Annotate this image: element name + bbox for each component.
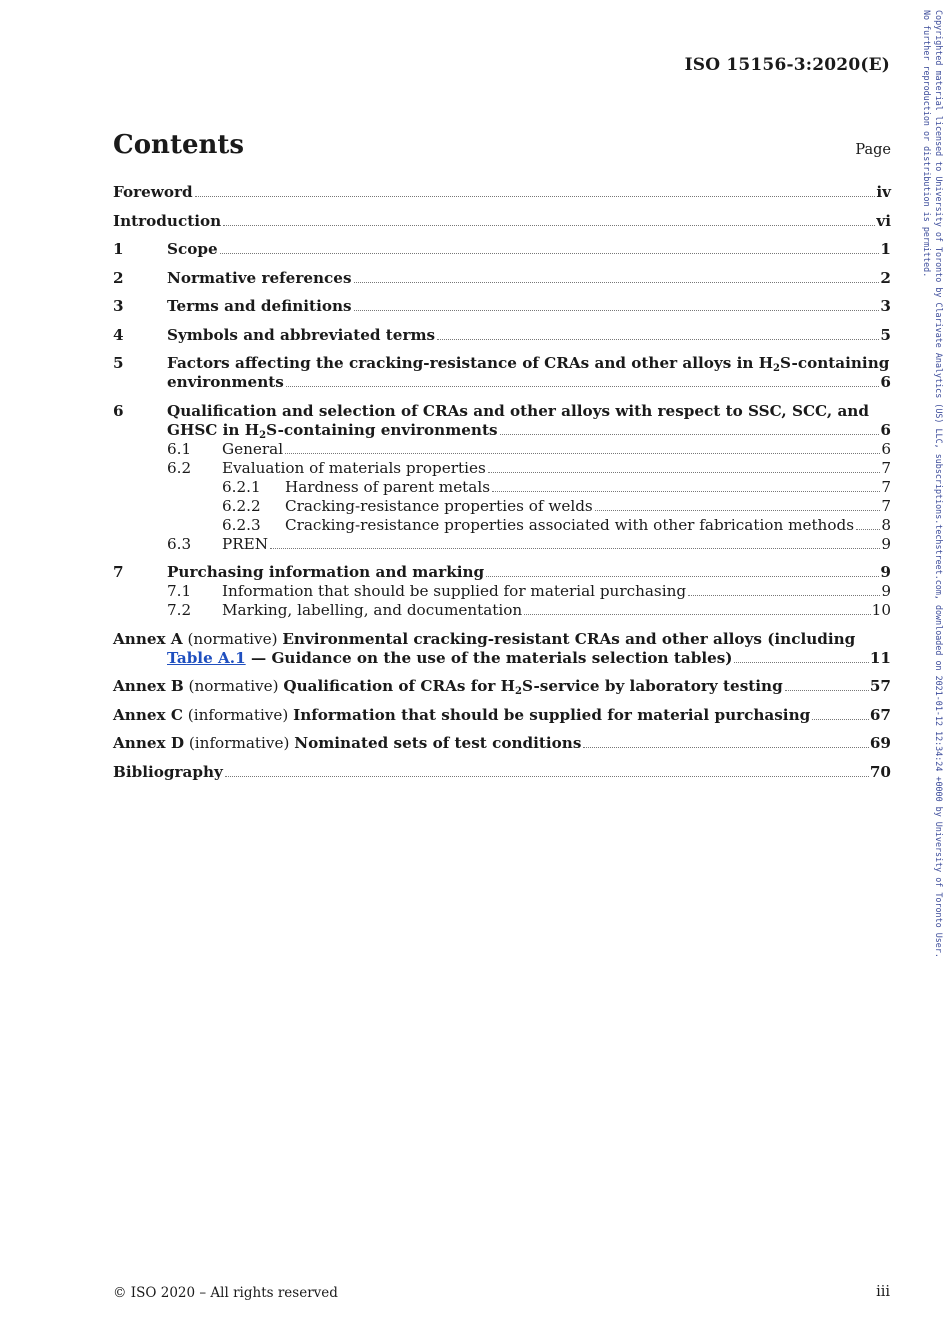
annex-kind: (informative) [187, 705, 289, 724]
toc-entry-introduction[interactable] [113, 212, 891, 231]
toc-page: iv [876, 183, 891, 201]
toc-entry-7[interactable] [113, 563, 891, 582]
toc-title: Cracking-resistance properties associated with other fabrication methods [285, 515, 854, 534]
toc-number: 6 [113, 401, 124, 420]
toc-page: 69 [869, 734, 891, 752]
toc-entry-3[interactable] [113, 297, 891, 316]
annex-label: Annex C [113, 705, 183, 724]
dot-leader [354, 310, 880, 311]
dot-leader [734, 662, 868, 663]
table-a1-link[interactable]: Table A.1 [167, 648, 246, 667]
toc-entry-7-2[interactable] [113, 601, 891, 620]
toc-page: 1 [880, 240, 891, 258]
toc-page: 7 [881, 458, 891, 477]
toc-title: Information that should be supplied for material purchasing [222, 582, 687, 600]
dot-leader [785, 690, 869, 691]
annex-label: Annex B [113, 677, 184, 695]
annex-label: Annex A [113, 629, 183, 648]
toc-title: Foreword [113, 183, 193, 201]
toc-number: 4 [113, 325, 124, 344]
document-id: ISO 15156-3:2020(E) [684, 55, 890, 75]
toc-entry-6-1[interactable] [113, 440, 891, 459]
annex-kind: (normative) [187, 629, 278, 648]
toc-title: Introduction [113, 211, 222, 230]
toc-title: Symbols and abbreviated terms [167, 325, 436, 344]
toc-entry-7-1[interactable] [113, 582, 891, 601]
toc-number: 6.3 [167, 534, 192, 553]
watermark-line-1: Copyrighted material licensed to University of Toronto by Clarivate Analytics (US) LLC, subscriptions.techstreet.com, downloaded on 2021-01-12 12:34:24 +0000 by University of Toronto User. [934, 10, 944, 958]
toc-entry-6[interactable] [113, 402, 891, 421]
toc-page: 6 [880, 373, 891, 391]
dot-leader [225, 776, 869, 777]
footer-page-number: iii [876, 1284, 890, 1300]
toc-title: Annex D (informative) Nominated sets of test conditions [113, 734, 582, 752]
toc-entry-annex-a[interactable] [113, 630, 891, 649]
toc-number: 7.2 [167, 601, 192, 619]
toc-entry-6-2[interactable] [113, 459, 891, 478]
toc-page: 70 [869, 762, 891, 781]
toc-page: 3 [880, 297, 891, 315]
toc-title: Purchasing information and marking [167, 563, 485, 581]
toc-page: 10 [871, 601, 891, 619]
toc-entry-annex-d[interactable] [113, 734, 891, 753]
footer-copyright: © ISO 2020 – All rights reserved [113, 1285, 338, 1301]
toc-title: PREN [222, 534, 269, 553]
dot-leader [583, 747, 868, 748]
dot-leader [486, 576, 879, 577]
toc-title: Annex A (normative) Environmental cracking-resistant CRAs and other alloys (including [113, 629, 856, 648]
dot-leader [492, 491, 880, 492]
dot-leader [270, 548, 880, 549]
dot-leader [524, 614, 870, 615]
copyright-watermark [921, 10, 945, 958]
toc-title: Bibliography [113, 762, 223, 781]
toc-number: 1 [113, 240, 124, 258]
toc-number: 5 [113, 354, 124, 372]
page-title: Contents [113, 130, 245, 160]
toc-number: 6.2.3 [222, 515, 261, 534]
toc-entry-6-2-1[interactable] [113, 478, 891, 497]
toc-entry-annex-b[interactable] [113, 677, 891, 696]
dot-leader [285, 453, 880, 454]
toc-title: Hardness of parent metals [285, 477, 490, 496]
toc-title: Terms and definitions [167, 297, 352, 315]
toc-number: 6.2.1 [222, 477, 261, 496]
toc-title: Factors affecting the cracking-resistance of CRAs and other alloys in $H_2S$-containing [167, 354, 890, 374]
toc-page: 9 [881, 534, 891, 553]
dot-leader [195, 196, 876, 197]
dot-leader [437, 339, 879, 340]
toc-title: Marking, labelling, and documentation [222, 601, 523, 619]
toc-title: Evaluation of materials properties [222, 458, 486, 477]
toc-number: 7 [113, 563, 124, 581]
toc-entry-6-3[interactable] [113, 535, 891, 554]
toc-title: environments [167, 373, 284, 391]
toc-page: 9 [881, 582, 891, 600]
dot-leader [856, 529, 880, 530]
toc-entry-6-continued[interactable] [113, 421, 891, 440]
toc-number: 7.1 [167, 582, 192, 600]
toc-entry-2[interactable] [113, 269, 891, 288]
toc-page: 57 [869, 677, 891, 695]
toc-title: Qualification and selection of CRAs and other alloys with respect to SSC, SCC, and [167, 401, 869, 420]
toc-page: 7 [881, 477, 891, 496]
dot-leader [595, 510, 881, 511]
toc-page: 6 [880, 420, 891, 439]
toc-entry-bibliography[interactable] [113, 763, 891, 782]
toc-page: 5 [880, 325, 891, 344]
toc-number: 6.2.2 [222, 496, 261, 515]
toc-number: 3 [113, 297, 124, 315]
dot-leader [688, 595, 880, 596]
dot-leader [220, 253, 880, 254]
toc-entry-foreword[interactable] [113, 183, 891, 202]
toc-page: 11 [869, 648, 891, 667]
toc-page: 9 [880, 563, 891, 581]
toc-title: Annex C (informative) Information that should be supplied for material purchasing [113, 705, 811, 724]
toc-page: vi [876, 211, 891, 230]
table-of-contents [113, 183, 891, 782]
toc-title: Cracking-resistance properties of welds [285, 496, 593, 515]
toc-entry-5[interactable] [113, 354, 891, 373]
watermark-line-2: No further reproduction or distribution is permitted. [922, 10, 932, 278]
toc-entry-1[interactable] [113, 240, 891, 259]
annex-kind: (normative) [188, 677, 279, 695]
toc-entry-annex-a-continued[interactable] [113, 649, 891, 668]
toc-page: 7 [881, 496, 891, 515]
toc-title: Normative references [167, 268, 352, 287]
toc-entry-6-2-3[interactable] [113, 516, 891, 535]
toc-entry-annex-c[interactable] [113, 706, 891, 725]
toc-number: 2 [113, 268, 124, 287]
dot-leader [223, 225, 875, 226]
page-column-label: Page [855, 142, 891, 158]
toc-entry-4[interactable] [113, 326, 891, 345]
toc-page: 8 [881, 515, 891, 534]
toc-title: Table A.1 — Guidance on the use of the materials selection tables) [167, 648, 733, 667]
annex-label: Annex D [113, 734, 185, 752]
toc-title: General [222, 439, 284, 458]
dot-leader [488, 472, 881, 473]
toc-entry-6-2-2[interactable] [113, 497, 891, 516]
dot-leader [500, 434, 880, 435]
toc-title: GHSC in $H_2S$-containing environments [167, 420, 498, 441]
toc-page: 2 [880, 268, 891, 287]
toc-page: 67 [869, 705, 891, 724]
toc-page: 6 [881, 439, 891, 458]
annex-kind: (informative) [188, 734, 290, 752]
toc-number: 6.2 [167, 458, 192, 477]
toc-title: Annex B (normative) Qualification of CRAs for $H_2S$-service by laboratory testing [113, 677, 783, 697]
dot-leader [286, 386, 880, 387]
toc-entry-5-continued[interactable] [113, 373, 891, 392]
dot-leader [354, 282, 880, 283]
toc-title: Scope [167, 240, 218, 258]
toc-number: 6.1 [167, 439, 192, 458]
dot-leader [812, 719, 869, 720]
